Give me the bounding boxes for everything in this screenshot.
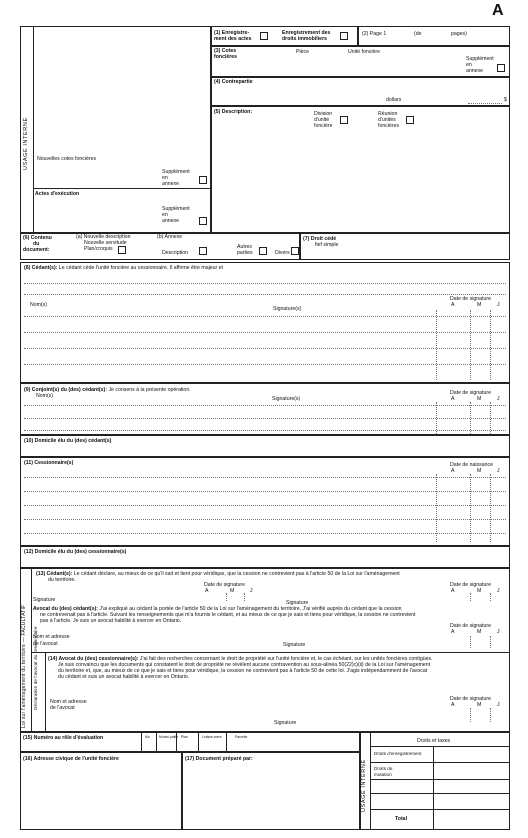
left-internal-box bbox=[20, 26, 211, 233]
autres-parties-checkbox[interactable] bbox=[259, 247, 267, 255]
usage-interne-label-2: USAGE INTERNE bbox=[361, 759, 367, 812]
supplement-checkbox-1[interactable] bbox=[199, 176, 207, 184]
declaration-label: Déclaration de l'avocat du cessionnaire bbox=[33, 626, 38, 710]
plan-croquis-checkbox[interactable] bbox=[118, 246, 126, 254]
description-checkbox[interactable] bbox=[199, 247, 207, 255]
enregistrement-actes-checkbox[interactable] bbox=[260, 32, 268, 40]
form-letter: A bbox=[492, 2, 504, 19]
facultatif-label: Loi sur l'aménagement du territoire — FACULTATIF bbox=[21, 604, 27, 728]
usage-interne-label: USAGE INTERNE bbox=[23, 117, 29, 170]
optional-side-strip bbox=[20, 568, 510, 732]
field-4-box bbox=[211, 77, 510, 106]
field-17-box bbox=[182, 752, 360, 830]
supplement-checkbox-2[interactable] bbox=[199, 217, 207, 225]
actes-execution-label: Actes d'exécution bbox=[35, 191, 80, 197]
divers-checkbox[interactable] bbox=[291, 247, 299, 255]
cotes-supplement-checkbox[interactable] bbox=[497, 64, 505, 72]
reunion-checkbox[interactable] bbox=[406, 116, 414, 124]
nouvelles-cotes-label: Nouvelles cotes foncières bbox=[37, 156, 97, 162]
enregistrement-droits-checkbox[interactable] bbox=[340, 32, 348, 40]
division-checkbox[interactable] bbox=[340, 116, 348, 124]
field-5-box bbox=[211, 106, 510, 233]
field-16-box bbox=[20, 752, 182, 830]
